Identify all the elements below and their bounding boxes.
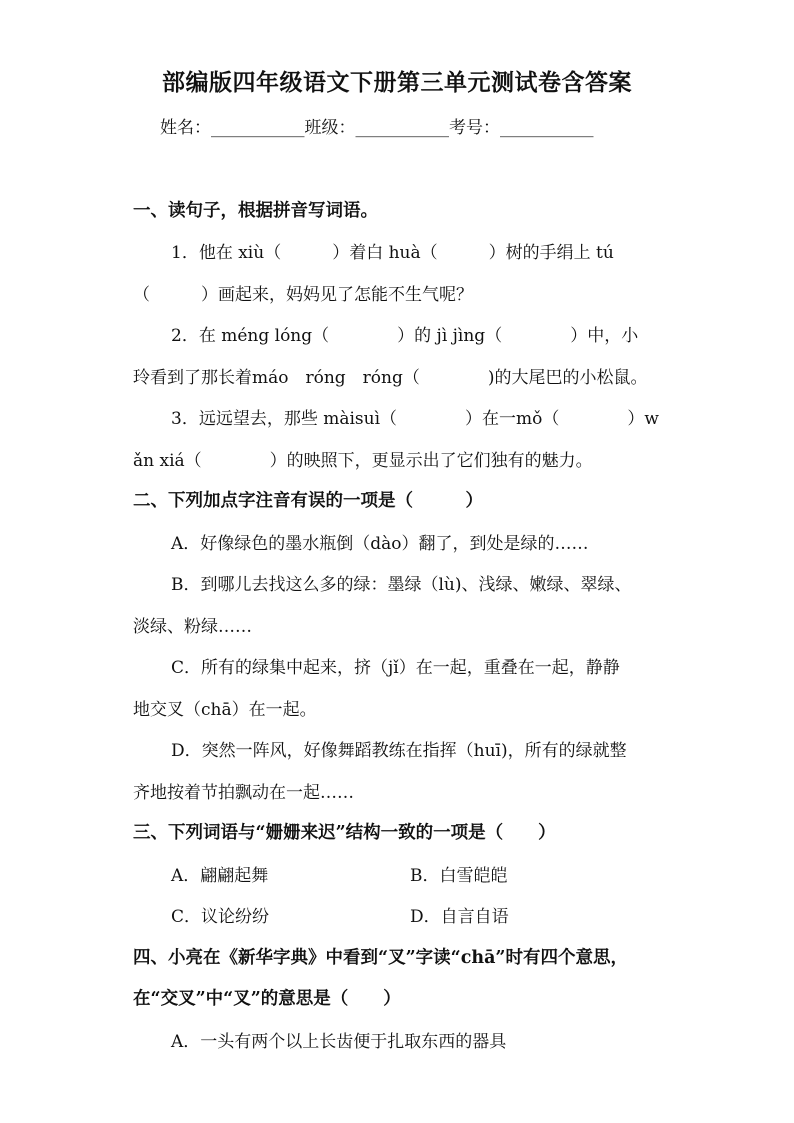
q2-option-b-line-2: 淡绿、粉绿…… bbox=[133, 617, 252, 637]
q1-sentence-2-line-1: 2．在 méng lóng（ ）的 jì jìng（ ）中，小 bbox=[171, 326, 639, 346]
q2-option-c-line-1: C．所有的绿集中起来，挤（jǐ）在一起，重叠在一起，静静 bbox=[171, 658, 620, 678]
q2-option-d-line-2: 齐地按着节拍飘动在一起…… bbox=[133, 783, 354, 803]
q4-option-a: A．一头有两个以上长齿便于扎取东西的器具 bbox=[171, 1032, 507, 1052]
q2-heading: 二、下列加点字注音有误的一项是（ ） bbox=[133, 491, 483, 511]
q3-heading: 三、下列词语与“姗姗来迟”结构一致的一项是（ ） bbox=[133, 823, 556, 843]
q3-option-c: C．议论纷纷 bbox=[171, 907, 270, 927]
student-info-line: 姓名：___________班级：___________考号：___________ bbox=[160, 118, 594, 138]
q1-heading: 一、读句子，根据拼音写词语。 bbox=[133, 201, 378, 221]
q1-sentence-3-line-1: 3．远远望去，那些 màisuì（ ）在一mǒ（ ）w bbox=[171, 409, 659, 429]
q3-option-a: A．翩翩起舞 bbox=[171, 866, 269, 886]
q1-sentence-1-line-1: 1．他在 xiù（ ）着白 huà（ ）树的手绢上 tú bbox=[171, 243, 614, 263]
q2-option-b-line-1: B．到哪儿去找这么多的绿：墨绿（lù)、浅绿、嫩绿、翠绿、 bbox=[171, 575, 632, 595]
q1-sentence-2-line-2: 玲看到了那长着máo róng róng（ )的大尾巴的小松鼠。 bbox=[133, 368, 648, 388]
q2-option-d-line-1: D．突然一阵风，好像舞蹈教练在指挥（huī)，所有的绿就整 bbox=[171, 741, 627, 761]
q4-heading-line-1: 四、小亮在《新华字典》中看到“叉”字读“chā”时有四个意思， bbox=[133, 948, 628, 968]
q2-option-a: A．好像绿色的墨水瓶倒（dào）翻了，到处是绿的…… bbox=[171, 534, 589, 554]
q2-option-c-line-2: 地交叉（chā）在一起。 bbox=[133, 700, 317, 720]
q1-sentence-1-line-2: （ ）画起来，妈妈见了怎能不生气呢？ bbox=[133, 285, 473, 305]
q1-sentence-3-line-2: ǎn xiá（ ）的映照下，更显示出了它们独有的魅力。 bbox=[133, 451, 593, 471]
exam-title: 部编版四年级语文下册第三单元测试卷含答案 bbox=[162, 69, 632, 96]
q4-heading-line-2: 在“交叉”中“叉”的意思是（ ） bbox=[133, 989, 401, 1009]
q3-option-d: D．自言自语 bbox=[410, 907, 509, 927]
q3-option-b: B．白雪皑皑 bbox=[410, 866, 508, 886]
